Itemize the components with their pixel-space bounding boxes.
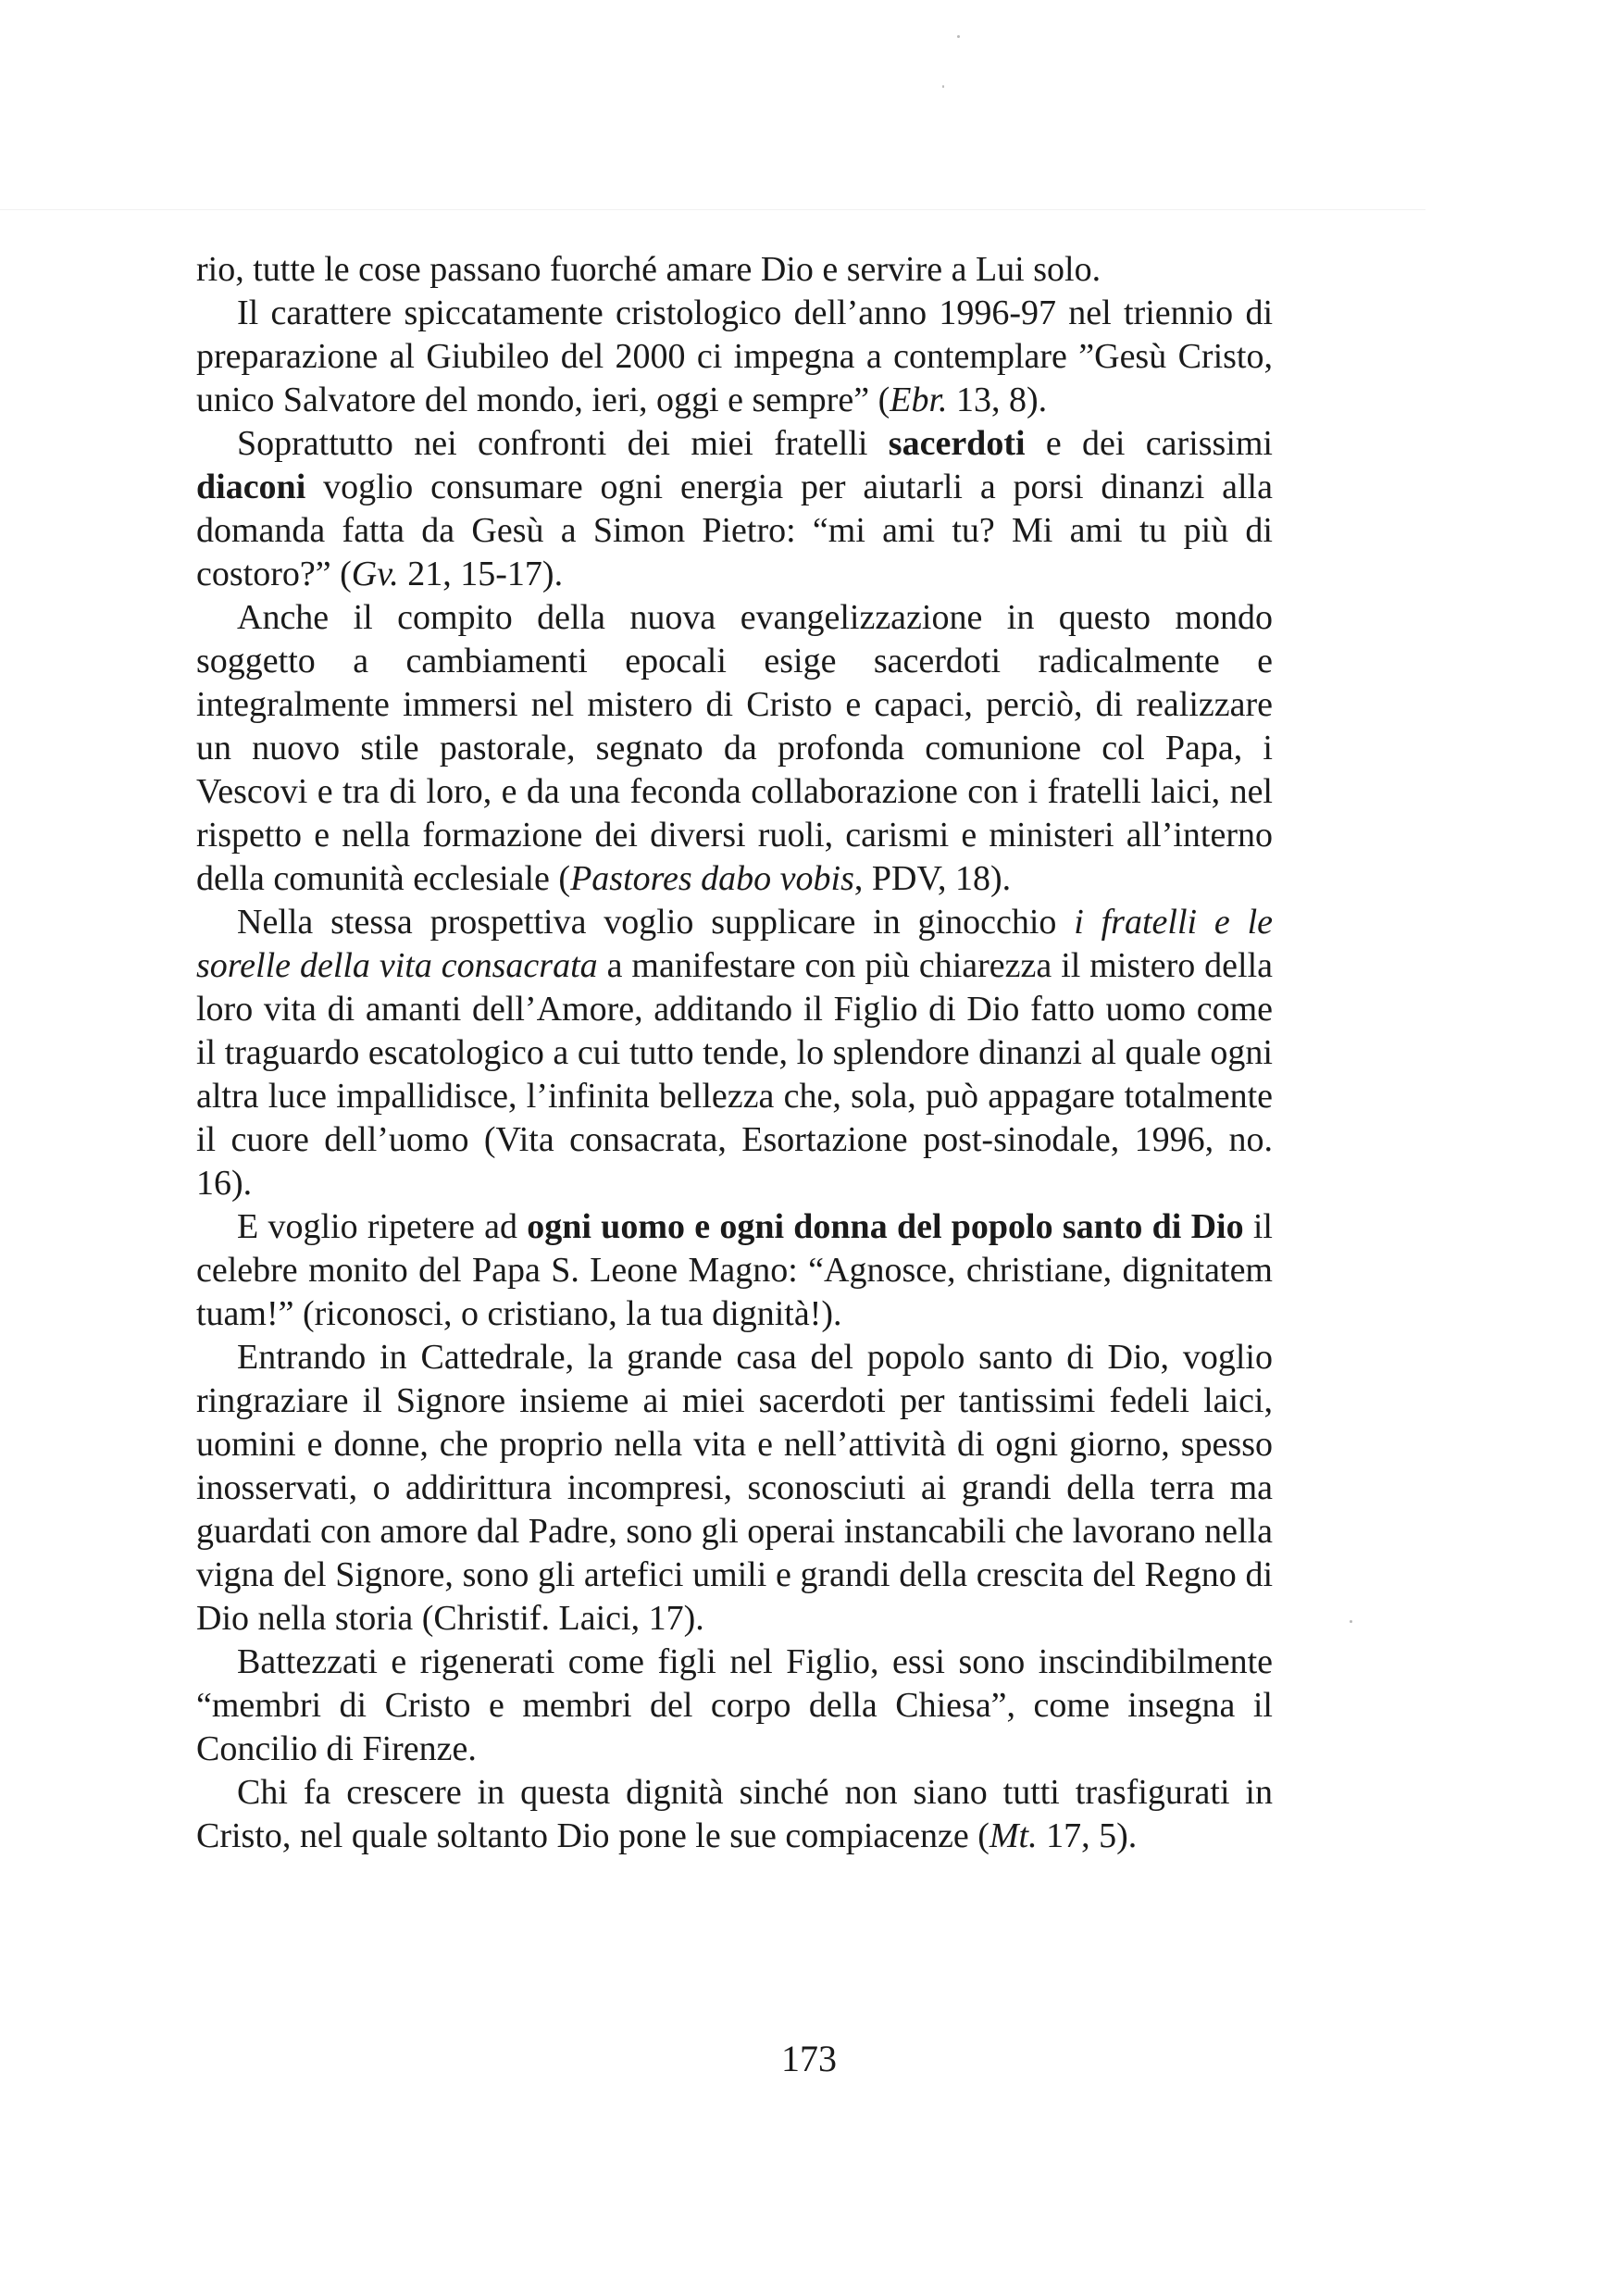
scan-speck <box>1350 1620 1352 1623</box>
text-run: Anche il compito della nuova evangelizzazione in questo mondo soggetto a cambiamenti epocali esige sacerdoti radicalmente e integralmente immersi nel mistero di Cristo e capaci, perciò, di realizzare un nuovo stile pastorale, segnato da profonda comunione col Papa, i Vescovi e tra di loro, e da una feconda collaborazione con i fratelli laici, nel rispetto e nella formazione dei diversi ruoli, carismi e ministeri all’interno della comunità ecclesiale ( <box>196 598 1273 898</box>
text-run: 21, 15-17). <box>398 555 564 593</box>
paragraph <box>196 248 1273 292</box>
paragraph <box>196 901 1273 1205</box>
text-run: Battezzati e rigenerati come figli nel Figlio, essi sono inscindibilmente “membri di Cristo e membri del corpo della Chiesa”, come insegna il Concilio di Firenze. <box>196 1642 1273 1768</box>
italic-text: i fratelli e le sorelle della vita consacrata <box>196 903 1273 985</box>
text-run: , PDV, 18). <box>853 859 1012 898</box>
text-run: E voglio ripetere ad <box>237 1207 528 1246</box>
bold-text: diaconi <box>196 468 306 506</box>
text-run: e dei carissimi <box>1025 424 1273 463</box>
bold-text: sacerdoti <box>888 424 1026 463</box>
text-run: 13, 8). <box>947 381 1048 419</box>
text-run: il celebre monito del Papa S. Leone Magno: “Agnosce, christiane, dignitatem tuam!” (riconosci, o cristiano, la tua dignità!). <box>196 1207 1273 1333</box>
italic-text: Pastores dabo vobis <box>570 859 854 898</box>
paragraph <box>196 596 1273 901</box>
italic-text: Gv. <box>351 555 399 593</box>
text-run: Il carattere spiccatamente cristologico dell’anno 1996-97 nel triennio di preparazione al Giubileo del 2000 ci impegna a contemplare ”Gesù Cristo, unico Salvatore del mondo, ieri, oggi e sempre” ( <box>196 293 1273 419</box>
text-run: a manifestare con più chiarezza il mistero della loro vita di amanti dell’Amore, additando il Figlio di Dio fatto uomo come il traguardo escatologico a cui tutto tende, lo splendore dinanzi al quale ogni altra luce impallidisce, l’infinita bellezza che, sola, può appagare totalmente il cuore dell’uomo (Vita consacrata, Esortazione post-sinodale, 1996, no. 16). <box>196 946 1274 1203</box>
paragraph <box>196 1336 1273 1641</box>
scan-edge-line <box>0 209 1425 210</box>
bold-text: ogni uomo e ogni donna del popolo santo di Dio <box>527 1207 1244 1246</box>
text-run: Soprattutto nei confronti dei miei fratelli <box>237 424 889 463</box>
scan-speck <box>957 35 960 38</box>
text-run: Chi fa crescere in questa dignità sinché non siano tutti trasfigurati in Cristo, nel quale soltanto Dio pone le sue compiacenze ( <box>196 1773 1273 1855</box>
text-run: rio, tutte le cose passano fuorché amare Dio e servire a Lui solo. <box>196 250 1101 289</box>
text-run: Entrando in Cattedrale, la grande casa del popolo santo di Dio, voglio ringraziare il Signore insieme ai miei sacerdoti per tantissimi fedeli laici, uomini e donne, che proprio nella vita e nell’attività di ogni giorno, spesso inosservati, o addirittura incompresi, sconosciuti ai grandi della terra ma guardati con amore dal Padre, sono gli operai instancabili che lavorano nella vigna del Signore, sono gli artefici umili e grandi della crescita del Regno di Dio nella storia (Christif. Laici, 17). <box>196 1338 1273 1638</box>
italic-text: Mt. <box>989 1816 1038 1855</box>
italic-text: Ebr. <box>890 381 948 419</box>
paragraph <box>196 1641 1273 1771</box>
paragraph <box>196 1205 1273 1336</box>
text-run: voglio consumare ogni energia per aiutarli a porsi dinanzi alla domanda fatta da Gesù a Simon Pietro: “mi ami tu? Mi ami tu più di costoro?” ( <box>196 468 1273 593</box>
text-run: 17, 5). <box>1037 1816 1138 1855</box>
body-text <box>196 248 1273 1858</box>
text-run: Nella stessa prospettiva voglio supplicare in ginocchio <box>237 903 1075 942</box>
scan-speck <box>942 85 944 88</box>
paragraph <box>196 292 1273 422</box>
page-number: 173 <box>781 2038 837 2079</box>
paragraph <box>196 422 1273 596</box>
paragraph <box>196 1771 1273 1858</box>
